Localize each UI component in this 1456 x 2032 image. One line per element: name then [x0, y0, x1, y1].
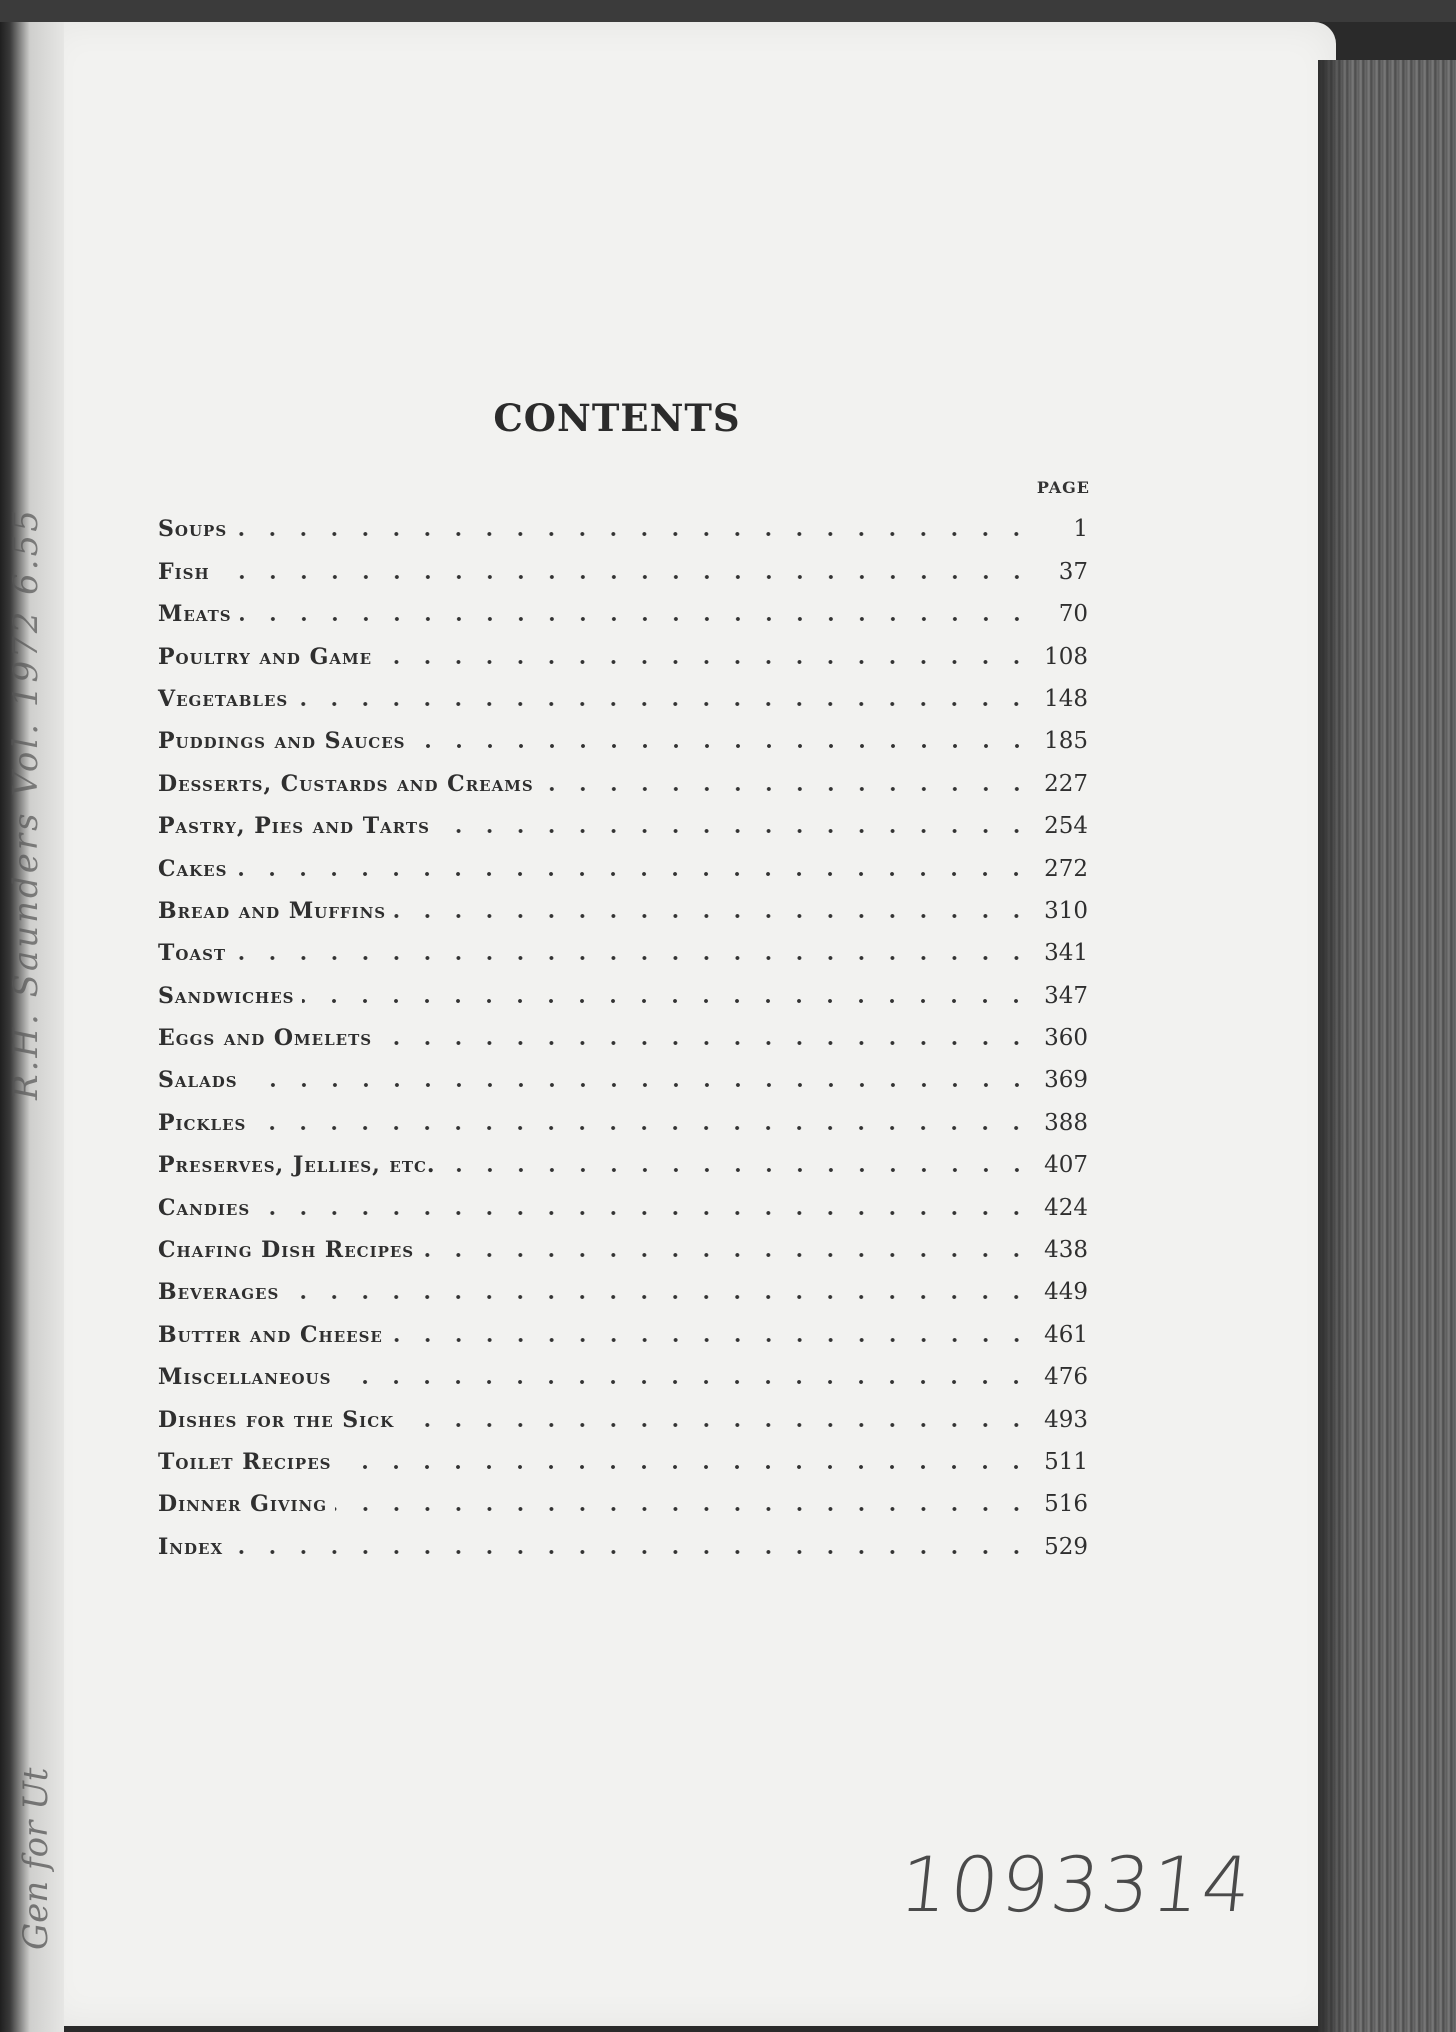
- toc-entry: [158, 1178, 1088, 1220]
- toc-entry: [158, 1263, 1088, 1305]
- toc-entry-title: Bread and Muffins: [158, 897, 387, 924]
- toc-leader-dots: [258, 1195, 1032, 1217]
- handwritten-margin-note-upper: [6, 60, 66, 1160]
- toc-entry: [158, 1136, 1088, 1178]
- handwritten-margin-note-lower-text: Gen for Ut: [16, 1767, 56, 1950]
- toc-entry-page-number: 227: [1044, 770, 1088, 797]
- toc-entry: [158, 754, 1088, 796]
- toc-entry: [158, 797, 1088, 839]
- toc-entry-title: Beverages: [158, 1279, 280, 1306]
- handwritten-margin-note-lower: [6, 1100, 66, 2000]
- toc-leader-dots: [391, 1322, 1032, 1344]
- toc-entry-page-number: 272: [1044, 855, 1088, 882]
- contents-heading: CONTENTS: [493, 396, 741, 440]
- toc-entry-page-number: 70: [1058, 601, 1088, 628]
- toc-entry: [158, 712, 1088, 754]
- toc-entry-page-number: 310: [1044, 897, 1088, 924]
- toc-entry-title: Vegetables: [158, 685, 289, 712]
- toc-entry: [158, 1475, 1088, 1517]
- toc-entry-title: Toast: [158, 940, 227, 967]
- toc-entry-title: Desserts, Custards and Creams: [158, 770, 534, 797]
- toc-entry-title: Chafing Dish Recipes: [158, 1237, 415, 1264]
- toc-entry: [158, 1348, 1088, 1390]
- toc-entry-page-number: 37: [1058, 558, 1088, 585]
- toc-entry-page-number: 424: [1044, 1194, 1088, 1221]
- toc-entry: [158, 1221, 1088, 1263]
- toc-entry: [158, 1305, 1088, 1347]
- toc-entry-page-number: 148: [1044, 685, 1088, 712]
- toc-entry-page-number: 360: [1044, 1025, 1088, 1052]
- toc-leader-dots: [240, 601, 1032, 623]
- toc-entry-title: Preserves, Jellies, etc.: [158, 1152, 436, 1179]
- fore-edge-shadow: [1318, 60, 1348, 2032]
- toc-entry-page-number: 254: [1044, 813, 1088, 840]
- toc-entry-page-number: 341: [1044, 940, 1088, 967]
- toc-leader-dots: [246, 1067, 1032, 1089]
- toc-entry-title: Pastry, Pies and Tarts: [158, 813, 430, 840]
- toc-entry-title: Butter and Cheese: [158, 1321, 383, 1348]
- toc-leader-dots: [287, 1279, 1032, 1301]
- toc-leader-dots: [542, 771, 1032, 793]
- toc-entry-page-number: 529: [1044, 1533, 1088, 1560]
- toc-leader-dots: [339, 1449, 1032, 1471]
- toc-entry-title: Puddings and Sauces: [158, 728, 406, 755]
- toc-leader-dots: [444, 1152, 1032, 1174]
- handwritten-accession-number: 1093314: [895, 1840, 1258, 1929]
- toc-entry-page-number: 388: [1044, 1109, 1088, 1136]
- toc-entry: [158, 500, 1088, 542]
- toc-entry: [158, 924, 1088, 966]
- toc-entry-page-number: 493: [1044, 1406, 1088, 1433]
- toc-entry: [158, 1433, 1088, 1475]
- toc-entry-title: Dishes for the Sick: [158, 1406, 395, 1433]
- toc-entry-title: Cakes: [158, 855, 228, 882]
- toc-entry-title: Meats: [158, 601, 232, 628]
- toc-entry-title: Toilet Recipes: [158, 1448, 332, 1475]
- toc-entry-title: Miscellaneous: [158, 1364, 332, 1391]
- toc-entry: [158, 627, 1088, 669]
- toc-leader-dots: [254, 1110, 1032, 1132]
- handwritten-margin-note-upper-text: R.H. Saunders Vol. 1972 6.55: [6, 507, 46, 1100]
- toc-leader-dots: [380, 644, 1032, 666]
- toc-leader-dots: [302, 983, 1032, 1005]
- toc-entry-page-number: 1: [1073, 516, 1088, 543]
- toc-entry: [158, 1093, 1088, 1135]
- toc-entry: [158, 839, 1088, 881]
- toc-leader-dots: [296, 686, 1032, 708]
- toc-leader-dots: [339, 1364, 1032, 1386]
- toc-entry-page-number: 108: [1044, 643, 1088, 670]
- table-of-contents: [158, 500, 1088, 1560]
- toc-entry-page-number: 449: [1044, 1279, 1088, 1306]
- toc-entry: [158, 670, 1088, 712]
- toc-entry-page-number: 511: [1044, 1448, 1088, 1475]
- toc-entry-page-number: 461: [1044, 1321, 1088, 1348]
- toc-leader-dots: [438, 813, 1032, 835]
- toc-leader-dots: [235, 516, 1032, 538]
- toc-leader-dots: [235, 856, 1032, 878]
- toc-entry: [158, 1009, 1088, 1051]
- toc-entry: [158, 585, 1088, 627]
- toc-entry-title: Soups: [158, 516, 228, 543]
- toc-entry-page-number: 407: [1044, 1152, 1088, 1179]
- toc-leader-dots: [414, 728, 1033, 750]
- toc-entry-page-number: 516: [1044, 1491, 1088, 1518]
- toc-entry-title: Poultry and Game: [158, 643, 373, 670]
- toc-leader-dots: [422, 1237, 1032, 1259]
- toc-entry: [158, 1517, 1088, 1559]
- toc-entry-page-number: 347: [1044, 982, 1088, 1009]
- toc-entry-title: Fish: [158, 558, 210, 585]
- toc-entry-title: Dinner Giving: [158, 1491, 328, 1518]
- toc-entry-page-number: 476: [1044, 1364, 1088, 1391]
- toc-entry-title: Eggs and Omelets: [158, 1025, 373, 1052]
- toc-entry-title: Candies: [158, 1194, 251, 1221]
- toc-leader-dots: [402, 1407, 1032, 1429]
- toc-entry-title: Sandwiches: [158, 982, 295, 1009]
- scan-top-background: [0, 0, 1456, 22]
- toc-entry-page-number: 438: [1044, 1237, 1088, 1264]
- toc-entry: [158, 966, 1088, 1008]
- toc-leader-dots: [380, 1025, 1032, 1047]
- toc-entry: [158, 542, 1088, 584]
- toc-entry: [158, 882, 1088, 924]
- toc-entry-page-number: 185: [1044, 728, 1088, 755]
- toc-leader-dots: [335, 1491, 1032, 1513]
- toc-leader-dots: [218, 559, 1032, 581]
- toc-entry: [158, 1390, 1088, 1432]
- page-column-label: PAGE: [1036, 478, 1090, 497]
- toc-entry-page-number: 369: [1044, 1067, 1088, 1094]
- toc-entry-title: Pickles: [158, 1109, 247, 1136]
- toc-entry: [158, 1051, 1088, 1093]
- toc-entry-title: Salads: [158, 1067, 238, 1094]
- toc-entry-title: Index: [158, 1533, 224, 1560]
- toc-leader-dots: [231, 1534, 1032, 1556]
- toc-leader-dots: [394, 898, 1032, 920]
- toc-leader-dots: [234, 940, 1032, 962]
